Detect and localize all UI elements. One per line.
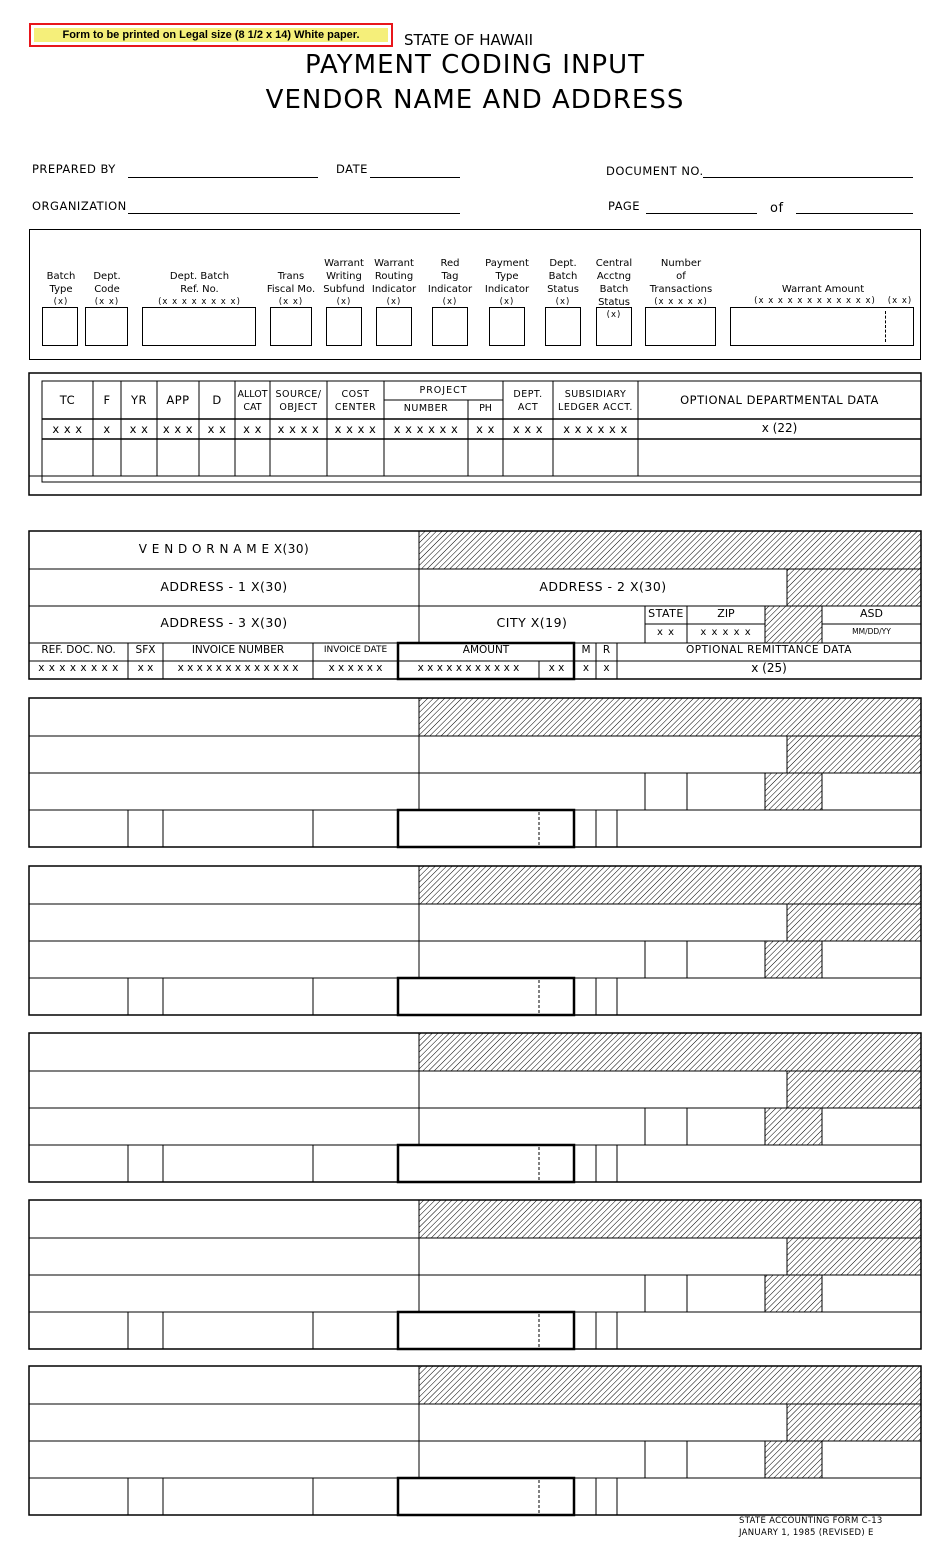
batch-type-label: Batch Type (x) [46, 271, 76, 307]
m-format: x [582, 662, 590, 674]
yr-format: x x [129, 422, 149, 436]
city-header: CITY X(19) [496, 615, 568, 630]
prepared-by-label: PREPARED BY [32, 162, 116, 176]
warrant-amount-format: (x x x x x x x x x x x x) [754, 296, 876, 306]
ph-header: PH [479, 403, 492, 414]
zip-format: x x x x x [700, 627, 752, 638]
document-no-label: DOCUMENT NO. [606, 164, 704, 178]
r-format: x [603, 662, 610, 674]
allot-cat-header: ALLOT CAT [237, 389, 268, 413]
print-notice-text: Form to be printed on Legal size (8 1/2 x 14) White paper. [34, 28, 388, 42]
num-transactions-label: Number of Transactions (x x x x x) [649, 258, 713, 307]
vendor-block-1-hatch-mid [787, 569, 921, 606]
organization-label: ORGANIZATION [32, 199, 127, 213]
allot-cat-format: x x [243, 422, 262, 436]
app-header: APP [166, 393, 190, 407]
state-label: STATE OF HAWAII [404, 31, 534, 49]
page-label: PAGE [608, 199, 641, 213]
vendor-block-2-hatch-asd-gap [765, 773, 822, 810]
vendor-block-3-hatch-top [419, 866, 921, 904]
vendor-block-2-hatch-top [419, 698, 921, 736]
amount-header: AMOUNT [462, 644, 510, 656]
asd-format: MM/DD/YY [852, 627, 891, 636]
f-header: F [103, 393, 111, 407]
address2-header: ADDRESS - 2 X(30) [539, 579, 667, 594]
sfx-format: x x [137, 662, 154, 674]
d-format: x x [207, 422, 227, 436]
optional-remittance-format: x (25) [751, 661, 787, 675]
optional-dept-data-format: x (22) [761, 421, 798, 435]
warrant-amount-label: Warrant Amount [781, 284, 865, 295]
vendor-block-3-amount-box [398, 978, 574, 1015]
vendor-block-6-hatch-asd-gap [765, 1441, 822, 1478]
payment-type-label: Payment Type Indicator (x) [484, 258, 530, 307]
subsidiary-ledger-header: SUBSIDIARY LEDGER ACCT. [558, 389, 633, 413]
red-tag-label: Red Tag Indicator (x) [427, 258, 473, 307]
f-format: x [103, 422, 111, 436]
vendor-block-4-hatch-asd-gap [765, 1108, 822, 1145]
vendor-block-3-hatch-mid [787, 904, 921, 941]
vendor-block-6-hatch-mid [787, 1404, 921, 1441]
warrant-cents-format: (x x) [887, 296, 913, 306]
ref-doc-no-header: REF. DOC. NO. [41, 644, 116, 656]
asd-header: ASD [860, 607, 883, 620]
vendor-block-4-amount-box [398, 1145, 574, 1182]
vendor-block-2-amount-box [398, 810, 574, 847]
invoice-date-format: x x x x x x [328, 662, 383, 674]
sfx-header: SFX [135, 644, 156, 656]
cost-center-format: x x x x [334, 422, 377, 436]
dept-code-label: Dept. Code (x x) [93, 271, 121, 307]
vendor-block-5-hatch-asd-gap [765, 1275, 822, 1312]
project-number-header: NUMBER [403, 403, 449, 414]
address3-header: ADDRESS - 3 X(30) [160, 615, 288, 630]
source-object-header: SOURCE/ OBJECT [275, 389, 322, 413]
vendor-block-4-hatch-mid [787, 1071, 921, 1108]
state-header: STATE [648, 607, 684, 620]
ref-doc-no-format: x x x x x x x x [38, 662, 119, 674]
optional-dept-data-header: OPTIONAL DEPARTMENTAL DATA [680, 393, 879, 407]
trans-fiscal-label: Trans Fiscal Mo. (x x) [266, 271, 316, 307]
vendor-block-5-hatch-mid [787, 1238, 921, 1275]
vendor-block-3-hatch-asd-gap [765, 941, 822, 978]
project-number-format: x x x x x x [393, 422, 459, 436]
state-format: x x [656, 627, 675, 638]
dept-batch-status-label: Dept. Batch Status (x) [547, 258, 579, 307]
vendor-block-1-hatch-asd-gap [765, 606, 822, 643]
dept-batch-ref-label: Dept. Batch Ref. No. (x x x x x x x x) [158, 271, 241, 307]
invoice-number-header: INVOICE NUMBER [191, 644, 285, 656]
address1-header: ADDRESS - 1 X(30) [160, 579, 288, 594]
form-revision-date: JANUARY 1, 1985 (REVISED) E [739, 1528, 874, 1538]
vendor-block-6-hatch-top [419, 1366, 921, 1404]
invoice-date-header: INVOICE DATE [323, 645, 388, 655]
invoice-number-format: x x x x x x x x x x x x x [177, 662, 299, 674]
amount-cents-format: x x [548, 662, 565, 674]
date-label: DATE [336, 162, 368, 176]
vendor-block-4-hatch-top [419, 1033, 921, 1071]
dept-act-format: x x x [512, 422, 544, 436]
subsidiary-ledger-format: x x x x x x [563, 422, 628, 436]
vendor-block-1-hatch-top [419, 531, 921, 569]
warrant-writing-label: Warrant Writing Subfund (x) [323, 258, 365, 307]
central-acctng-label: Central Acctng Batch Status (x) [595, 258, 633, 320]
amount-format: x x x x x x x x x x x [417, 662, 520, 674]
tc-format: x x x [52, 422, 83, 436]
warrant-routing-label: Warrant Routing Indicator (x) [371, 258, 417, 307]
app-format: x x x [162, 422, 194, 436]
tc-header: TC [59, 393, 76, 407]
m-header: M [581, 644, 591, 656]
form-number: STATE ACCOUNTING FORM C-13 [739, 1516, 883, 1526]
of-label: of [770, 201, 784, 216]
project-header: PROJECT [419, 385, 468, 396]
vendor-block-5-hatch-top [419, 1200, 921, 1238]
vendor-block-2-hatch-mid [787, 736, 921, 773]
source-object-format: x x x x [277, 422, 320, 436]
ph-format: x x [476, 422, 495, 436]
r-header: R [602, 644, 611, 656]
vendor-block-5-amount-box [398, 1312, 574, 1349]
dept-act-header: DEPT. ACT [513, 389, 543, 413]
vendor-name-header: V E N D O R N A M E X(30) [138, 542, 310, 556]
vendor-block-6-amount-box [398, 1478, 574, 1515]
cost-center-header: COST CENTER [334, 389, 377, 413]
form-subtitle: VENDOR NAME AND ADDRESS [265, 85, 685, 115]
form-title: PAYMENT CODING INPUT [305, 50, 645, 80]
zip-header: ZIP [717, 607, 735, 620]
yr-header: YR [130, 393, 147, 407]
optional-remittance-header: OPTIONAL REMITTANCE DATA [686, 644, 852, 656]
d-header: D [212, 393, 222, 407]
